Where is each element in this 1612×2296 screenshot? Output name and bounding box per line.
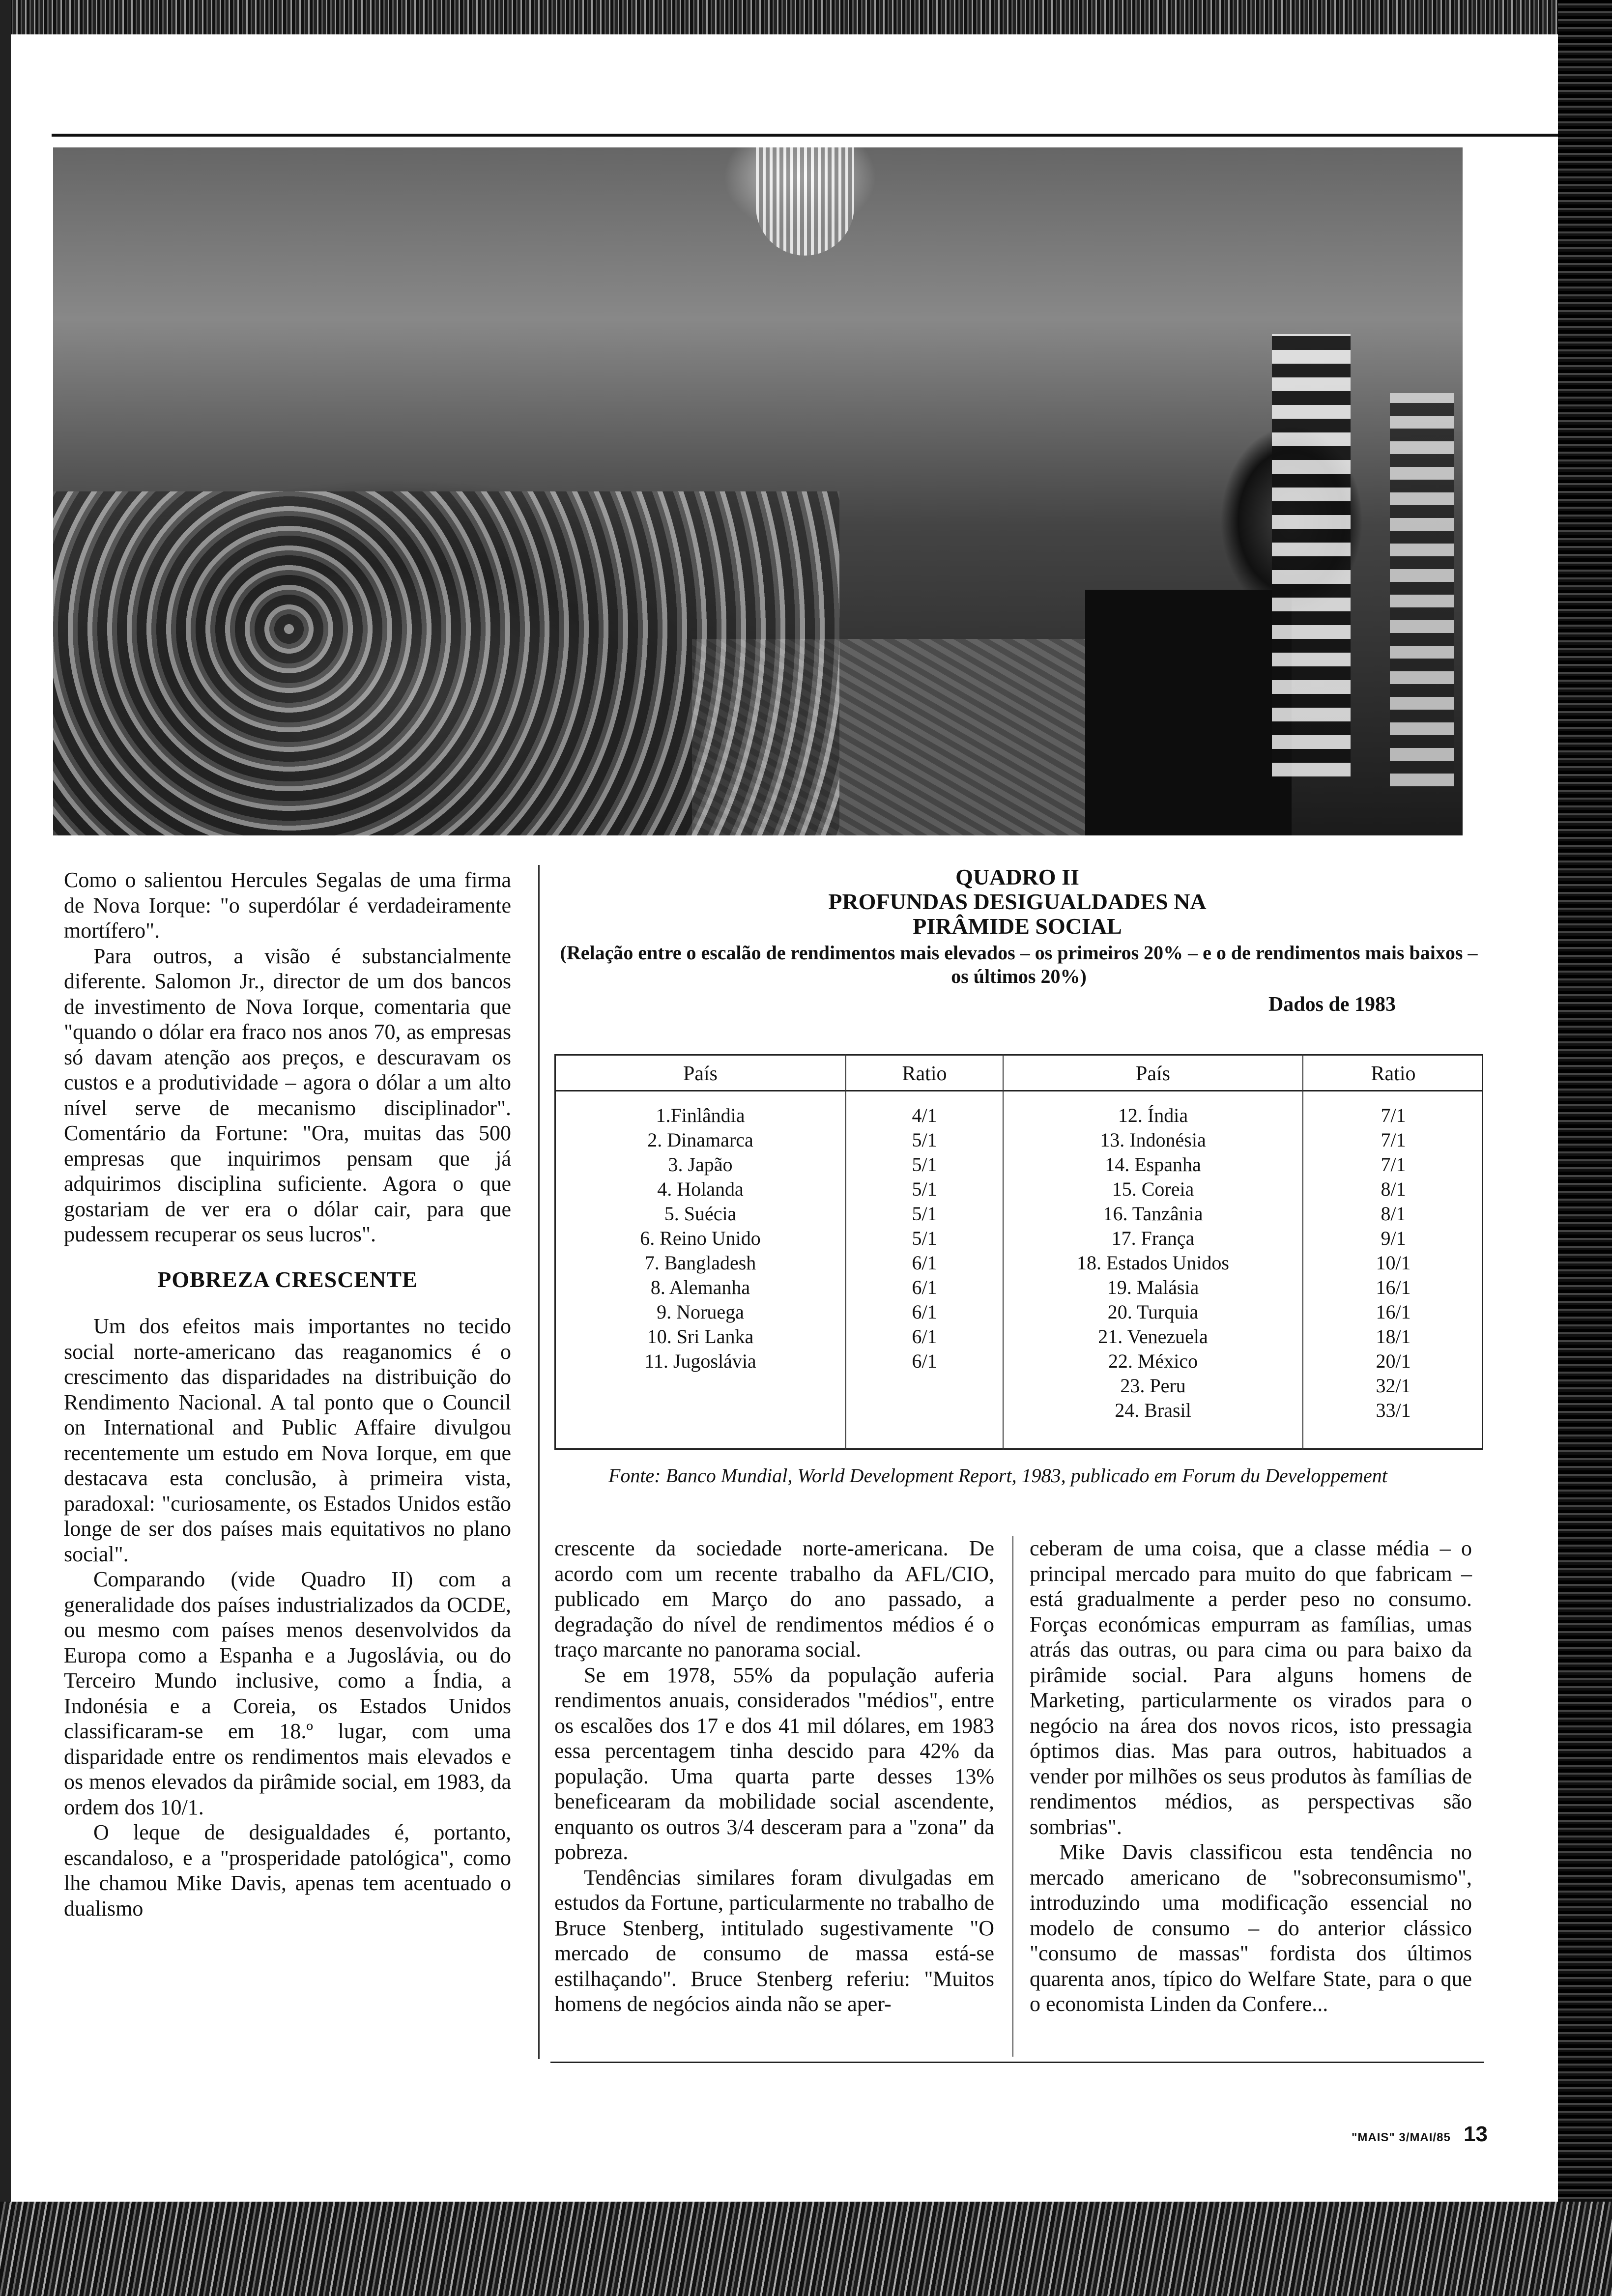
table-cell: 14. Espanha <box>1105 1153 1201 1176</box>
paragraph: Como o salientou Hercules Segalas de uma firma de Nova Iorque: "o superdólar é verdadeiramente mortífero". <box>64 868 511 943</box>
issue-label: "MAIS" 3/MAI/85 <box>1352 2131 1451 2144</box>
bottom-rule <box>550 2062 1484 2063</box>
table-cell: 7/1 <box>1381 1129 1406 1151</box>
table-cell: 5/1 <box>912 1203 937 1225</box>
column-divider <box>1012 1536 1013 2057</box>
table-cell: 2. Dinamarca <box>647 1129 753 1151</box>
table-cell: 6/1 <box>912 1325 937 1348</box>
table-header-rule <box>554 1090 1483 1091</box>
table-cell: 16/1 <box>1376 1276 1411 1298</box>
table-cell: 8/1 <box>1381 1203 1406 1225</box>
table-cell: 12. Índia <box>1118 1104 1188 1126</box>
table-cell: 21. Venezuela <box>1098 1325 1208 1348</box>
right-ratio-list <box>1303 1103 1483 1423</box>
photo-podium <box>1085 590 1292 835</box>
right-country-list <box>1004 1103 1302 1423</box>
table-subtitle: (Relação entre o escalão de rendimentos mais elevados – os primeiros 20% – e o de rendimentos mais baixos – os últimos 20%) <box>560 942 1478 987</box>
table-cell: 4. Holanda <box>657 1178 744 1200</box>
table-cell: 8. Alemanha <box>650 1276 750 1298</box>
table-cell: 6/1 <box>912 1350 937 1372</box>
article-column-2 <box>554 1536 994 2017</box>
table-cell: 11. Jugoslávia <box>644 1350 756 1372</box>
left-ratio-list <box>846 1103 1003 1374</box>
article-column-1 <box>64 867 511 1921</box>
page-footer <box>1352 2122 1488 2147</box>
table-source <box>608 1464 1483 1487</box>
table-cell: 7/1 <box>1381 1104 1406 1126</box>
table-cell: 8/1 <box>1381 1178 1406 1200</box>
paragraph: Um dos efeitos mais importantes no tecido social norte-americano das reaganomics é o crescimento das disparidades na distribuição do Rendimento Nacional. A tal ponto que o Council on International and Public Affaire divulgou recentemente um estudo em Nova Iorque, em que destacava esta conclusão, à primeira vista, paradoxal: "curiosamente, os Estados Unidos estão longe de ser dos países mais equitativos no plano social". <box>64 1314 511 1566</box>
table-cell: 3. Japão <box>668 1153 733 1176</box>
table-cell: 7/1 <box>1381 1153 1406 1176</box>
table-cell: 5/1 <box>912 1227 937 1249</box>
scan-noise-bottom <box>0 2202 1612 2296</box>
paragraph: Tendências similares foram divulgadas em estudos da Fortune, particularmente no trabalho de Bruce Stenberg, intitulado sugestivamente "O mercado de consumo de massa está-se estilhaçando". Bruce Stenberg referiu: "Muitos homens de negócios ainda não se aper- <box>554 1865 994 2016</box>
table-cell: 13. Indonésia <box>1100 1129 1206 1151</box>
top-frame-line <box>52 134 1558 137</box>
table-cell: 6/1 <box>912 1252 937 1274</box>
table-cell: 9. Noruega <box>657 1301 744 1323</box>
table-cell: 32/1 <box>1376 1375 1411 1397</box>
table-cell: 5/1 <box>912 1178 937 1200</box>
table-title-line: PROFUNDAS DESIGUALDADES NA <box>828 889 1207 914</box>
article-column-3 <box>1030 1536 1472 2017</box>
table-cell: 16. Tanzânia <box>1103 1203 1203 1225</box>
paragraph: Para outros, a visão é substancialmente diferente. Salomon Jr., director de um dos bancos de investimento de Nova Iorque, comentaria que "quando o dólar era fraco nos anos 70, as empresas só davam atenção aos preços, e descuravam os custos e a produtividade – agora o dólar a um alto nível serve de mecanismo disciplinador". Comentário da Fortune: "Ora, muitas das 500 empresas que inquirimos pensam que já adquirimos disciplina suficiente. Agora o que gostariam de ver era o dólar cair, para que pudessem recuperar os seus lucros". <box>64 944 511 1246</box>
scan-edge-left <box>0 0 11 2296</box>
table-cell: 1.Finlândia <box>656 1104 745 1126</box>
table-cell: 15. Coreia <box>1112 1178 1194 1200</box>
table-cell: 10/1 <box>1376 1252 1411 1274</box>
table-cell: 6/1 <box>912 1276 937 1298</box>
photo-crowd <box>53 491 839 835</box>
header-ratio: Ratio <box>902 1062 947 1085</box>
photo-assembly-hall <box>53 147 1463 835</box>
column-divider <box>538 865 540 2059</box>
header-country: País <box>1135 1062 1170 1085</box>
table-date: Dados de 1983 <box>1268 993 1396 1016</box>
table-cell: 7. Bangladesh <box>644 1252 756 1274</box>
left-country-list <box>555 1103 845 1374</box>
paragraph: Se em 1978, 55% da população auferia rendimentos anuais, considerados "médios", entre os escalões dos 17 e dos 41 mil dólares, em 1983 essa percentagem tinha descido para 42% da população. Uma quarta parte desses 13% beneficearam da mobilidade social ascendente, enquanto os outros 3/4 desceram para a "zona" da pobreza. <box>554 1663 994 1864</box>
table-cell: 22. México <box>1108 1350 1198 1372</box>
table-source-text: Fonte: Banco Mundial, World Development Report, 1983, publicado em Forum du Developpement <box>608 1464 1387 1487</box>
table-cell: 20. Turquia <box>1107 1301 1199 1323</box>
paragraph: O leque de desigualdades é, portanto, escandaloso, e a "prosperidade patológica", como lhe chamou Mike Davis, apenas tem acentuado o dualismo <box>64 1820 511 1921</box>
header-country: País <box>683 1062 718 1085</box>
section-heading: POBREZA CRESCENTE <box>157 1266 418 1292</box>
paragraph: ceberam de uma coisa, que a classe média – o principal mercado para muito do que fabricam – está gradualmente a perder peso no consumo. Forças económicas empurram as famílias, umas atrás das outras, ou para cima ou para baixo da pirâmide social. Para alguns homens de Marketing, particularmente os virados para o negócio na área dos novos ricos, isto pressagia óptimos dias. Mas para outros, habituados a vender por milhões os seus produtos às famílias de rendimentos médios, as perspectivas são sombrias". <box>1030 1536 1472 1839</box>
table-title-line: QUADRO II <box>955 864 1079 890</box>
page-number: 13 <box>1464 2122 1488 2146</box>
table-cell: 19. Malásia <box>1107 1276 1199 1298</box>
table-cell: 17. França <box>1111 1227 1195 1249</box>
table-cell: 5/1 <box>912 1129 937 1151</box>
table-cell: 18. Estados Unidos <box>1077 1252 1229 1274</box>
table-cell: 6/1 <box>912 1301 937 1323</box>
table-cell: 9/1 <box>1381 1227 1406 1249</box>
table-cell: 23. Peru <box>1120 1375 1186 1397</box>
table-title <box>555 865 1479 939</box>
table-cell: 4/1 <box>912 1104 937 1126</box>
scan-noise-top <box>0 0 1612 34</box>
table-cell: 16/1 <box>1376 1301 1411 1323</box>
photo-flag <box>1272 334 1351 776</box>
header-ratio: Ratio <box>1371 1062 1416 1085</box>
table-cell: 6. Reino Unido <box>640 1227 761 1249</box>
paragraph: crescente da sociedade norte-americana. De acordo com um recente trabalho da AFL/CIO, publicado em Março do ano passado, a degradação do nível de rendimentos médios é o traço marcante no panorama social. <box>554 1536 994 1662</box>
paragraph: Comparando (vide Quadro II) com a generalidade dos países industrializados da OCDE, ou mesmo com países menos desenvolvidos da Europa como a Espanha e a Jugoslávia, ou do Terceiro Mundo inclusive, como a Índia, a Indonésia e a Coreia, os Estados Unidos classificaram-se em 18.º lugar, com uma disparidade entre os rendimentos mais elevados e os menos elevados da pirâmide social, em 1983, da ordem dos 10/1. <box>64 1567 511 1819</box>
table-cell: 24. Brasil <box>1115 1399 1191 1421</box>
table-cell: 18/1 <box>1376 1325 1411 1348</box>
table-cell: 10. Sri Lanka <box>647 1325 754 1348</box>
table-title-line: PIRÂMIDE SOCIAL <box>913 914 1122 939</box>
scan-edge-right <box>1558 0 1612 2296</box>
table-cell: 5. Suécia <box>664 1203 737 1225</box>
table-cell: 5/1 <box>912 1153 937 1176</box>
paragraph: Mike Davis classificou esta tendência no mercado americano de "sobreconsumismo", introduzindo uma modificação essencial no modelo de consumo – do anterior clássico "consumo de massas" fordista dos últimos quarenta anos, típico do Welfare State, para o que o economista Linden da Confere... <box>1030 1840 1472 2016</box>
photo-flag-2 <box>1390 393 1454 786</box>
photo-chandelier <box>756 147 854 256</box>
table-cell: 33/1 <box>1376 1399 1411 1421</box>
table-cell: 20/1 <box>1376 1350 1411 1372</box>
